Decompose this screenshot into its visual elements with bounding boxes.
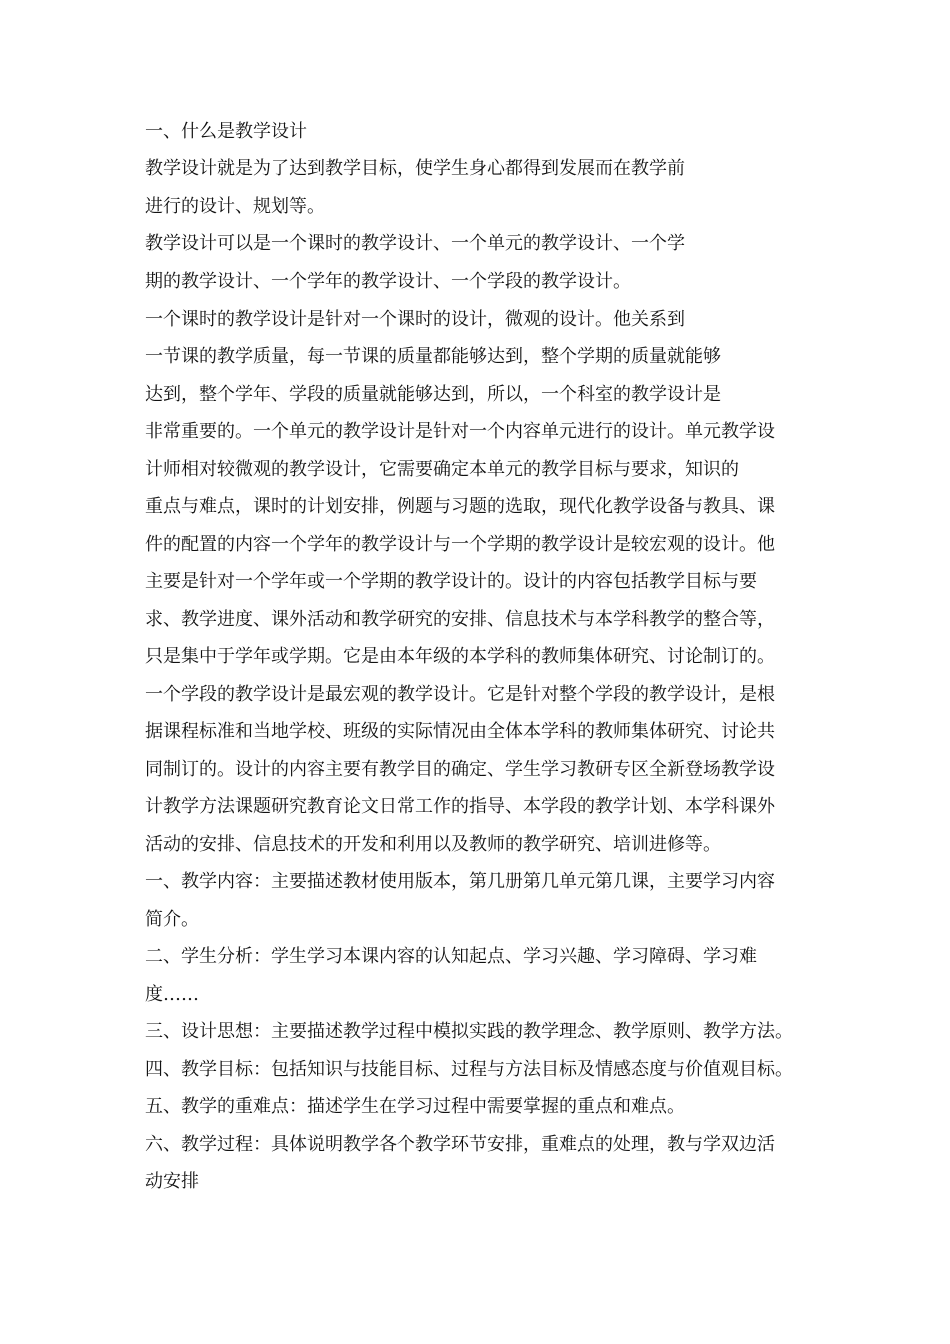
list-item-line: 度…… [145, 984, 199, 1005]
list-item-line: 二、学生分析：学生学习本课内容的认知起点、学习兴趣、学习障碍、学习难 [145, 946, 757, 967]
paragraph-line: 期的教学设计、一个学年的教学设计、一个学段的教学设计。 [145, 271, 631, 292]
paragraph-line: 同制订的。设计的内容主要有教学目的确定、学生学习教研专区全新登场教学设 [145, 759, 775, 780]
list-item-line: 五、教学的重难点：描述学生在学习过程中需要掌握的重点和难点。 [145, 1096, 685, 1117]
paragraph-line: 活动的安排、信息技术的开发和利用以及教师的教学研究、培训进修等。 [145, 834, 721, 855]
paragraph-line: 据课程标准和当地学校、班级的实际情况由全体本学科的教师集体研究、讨论共 [145, 721, 775, 742]
list-item-line: 一、教学内容：主要描述教材使用版本，第几册第几单元第几课，主要学习内容 [145, 871, 775, 892]
paragraph-line: 求、教学进度、课外活动和教学研究的安排、信息技术与本学科教学的整合等， [145, 609, 775, 630]
paragraph-line: 重点与难点，课时的计划安排，例题与习题的选取，现代化教学设备与教具、课 [145, 496, 775, 517]
paragraph-line: 一个学段的教学设计是最宏观的教学设计。它是针对整个学段的教学设计，是根 [145, 684, 775, 705]
paragraph-line: 进行的设计、规划等。 [145, 196, 325, 217]
paragraph-line: 非常重要的。一个单元的教学设计是针对一个内容单元进行的设计。单元教学设 [145, 421, 775, 442]
paragraph-line: 教学设计就是为了达到教学目标，使学生身心都得到发展而在教学前 [145, 158, 685, 179]
list-item-line: 四、教学目标：包括知识与技能目标、过程与方法目标及情感态度与价值观目标。 [145, 1059, 793, 1080]
paragraph-line: 达到，整个学年、学段的质量就能够达到，所以，一个科室的教学设计是 [145, 384, 721, 405]
list-item-line: 六、教学过程：具体说明教学各个教学环节安排，重难点的处理，教与学双边活 [145, 1134, 775, 1155]
list-item-line: 简介。 [145, 909, 199, 930]
paragraph-line: 一节课的教学质量，每一节课的质量都能够达到，整个学期的质量就能够 [145, 346, 721, 367]
paragraph-line: 教学设计可以是一个课时的教学设计、一个单元的教学设计、一个学 [145, 233, 685, 254]
paragraph-line: 只是集中于学年或学期。它是由本年级的本学科的教师集体研究、讨论制订的。 [145, 646, 775, 667]
paragraph-line: 计教学方法课题研究教育论文日常工作的指导、本学段的教学计划、本学科课外 [145, 796, 775, 817]
paragraph-line: 计师相对较微观的教学设计，它需要确定本单元的教学目标与要求，知识的 [145, 459, 739, 480]
paragraph-line: 件的配置的内容一个学年的教学设计与一个学期的教学设计是较宏观的设计。他 [145, 534, 775, 555]
paragraph-line: 主要是针对一个学年或一个学期的教学设计的。设计的内容包括教学目标与要 [145, 571, 757, 592]
section-heading: 一、什么是教学设计 [145, 121, 307, 142]
paragraph-line: 一个课时的教学设计是针对一个课时的设计，微观的设计。他关系到 [145, 309, 685, 330]
list-item-line: 动安排 [145, 1171, 199, 1192]
list-item-line: 三、设计思想：主要描述教学过程中模拟实践的教学理念、教学原则、教学方法。 [145, 1021, 793, 1042]
